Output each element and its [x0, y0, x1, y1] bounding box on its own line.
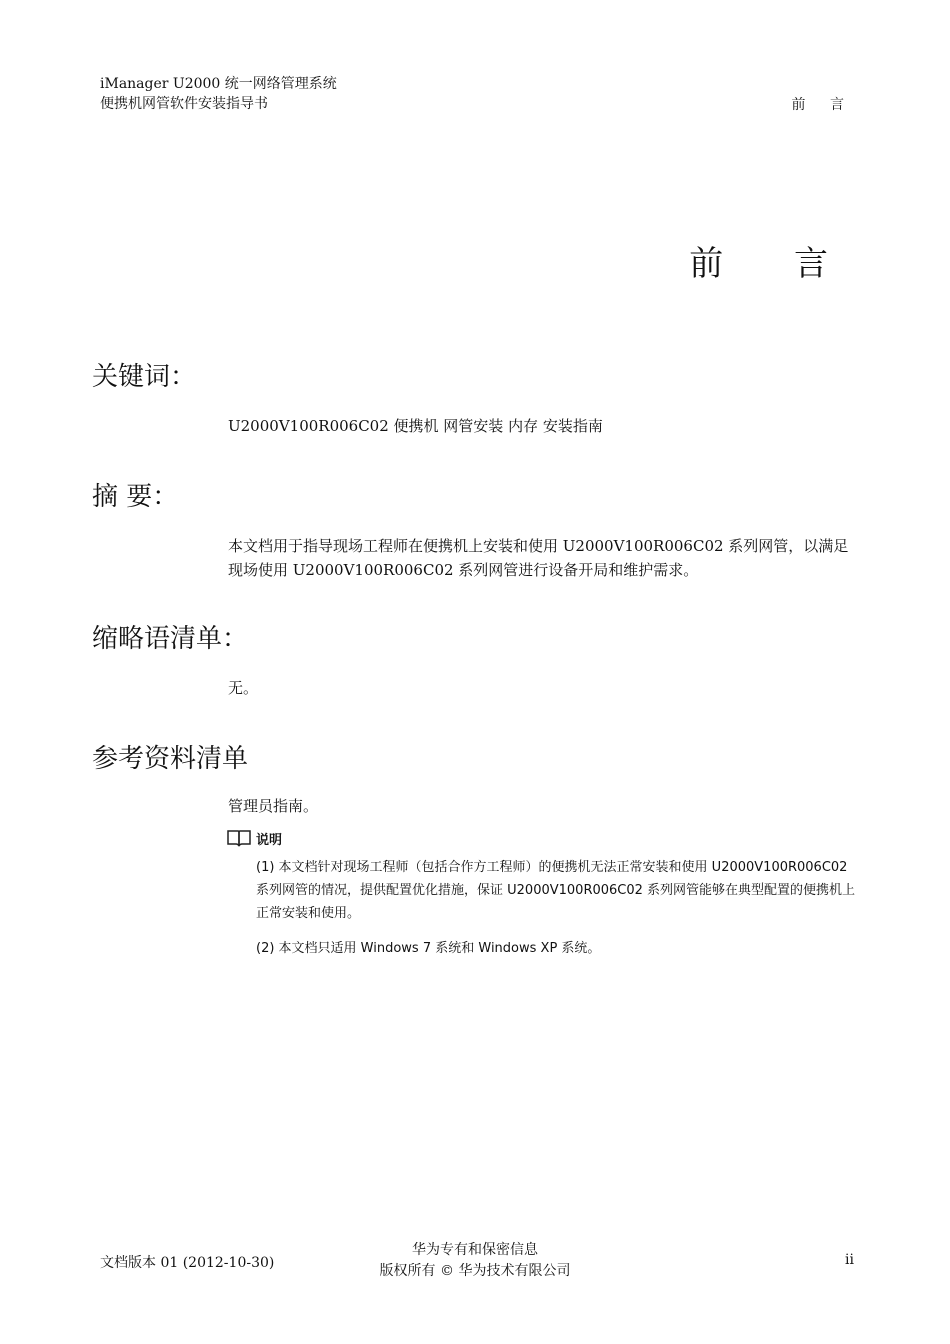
page-number: ii: [845, 1252, 854, 1268]
abbreviations-heading: 缩略语清单：: [92, 624, 249, 654]
references-heading: 参考资料清单: [92, 744, 249, 774]
book-icon: [226, 828, 252, 848]
abstract-text: 本文档用于指导现场工程师在便携机上安装和使用 U2000V100R006C02 系列网管，以满足现场使用 U2000V100R006C02 系列网管进行设备开局和维护需求。: [228, 537, 849, 579]
note-label-text: 说明: [256, 832, 283, 848]
footer-version: 文档版本 01 (2012-10-30): [100, 1255, 275, 1271]
note-item: (2) 本文档只适用 Windows 7 系统和 Windows XP 系统。: [256, 941, 601, 956]
footer-confidential: 华为专有和保密信息: [412, 1242, 538, 1258]
note-list: [256, 856, 864, 972]
running-header: [100, 74, 337, 114]
note-item: (1) 本文档针对现场工程师（包括合作方工程师）的便携机无法正常安装和使用 U2000V100R006C02 系列网管的情况，提供配置优化措施，保证 U2000V100R006C02 系列网管能够在典型配置的便携机上正常安装和使用。: [256, 860, 856, 921]
header-product: iManager U2000 统一网络管理系统: [100, 76, 337, 92]
footer-copyright-block: [0, 1240, 950, 1282]
abstract-heading: 摘 要：: [92, 482, 179, 512]
references-text: 管理员指南。: [228, 797, 319, 815]
header-doc-title: 便携机网管软件安装指导书: [100, 96, 268, 112]
keywords-text: U2000V100R006C02 便携机 网管安装 内存 安装指南: [228, 417, 603, 435]
header-section-name: 前 言: [791, 97, 854, 113]
note-label: [226, 828, 282, 848]
keywords-heading: 关键词：: [92, 362, 197, 392]
page-title: 前 言: [689, 244, 858, 284]
footer-copyright: 版权所有 © 华为技术有限公司: [379, 1263, 571, 1279]
abbreviations-text: 无。: [228, 679, 259, 697]
